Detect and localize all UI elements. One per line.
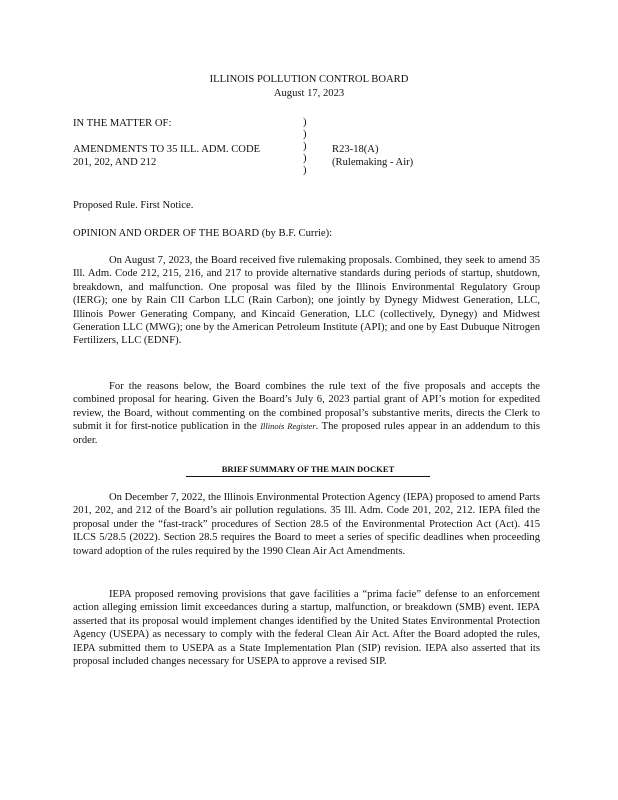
paragraph-iepa: IEPA proposed removing provisions that gave facilities a “prima facie” defense to an enforcement action alleging emission limit exceedances during a startup, malfunction, or breakdown (SMB) event. IEPA asserted that its proposal would implement changes identified by the United States Environmental Protection Agency (USEPA) as necessary to comply with the federal Clean Air Act. After the Board adopted the rules, IEPA submitted them to USEPA as a State Implementation Plan (SIP) revision. IEPA also asserted that its proposal included changes necessary for USEPA to approve a revised SIP. (73, 589, 540, 668)
section-heading: BRIEF SUMMARY OF THE MAIN DOCKET (186, 463, 430, 477)
docket-type: (Rulemaking - Air) (332, 157, 414, 168)
notice-title: Proposed Rule. First Notice. (73, 200, 194, 211)
docket-number: R23-18(A) (332, 144, 379, 155)
caption-paren: ) (303, 117, 307, 128)
caption-parentheses (303, 117, 307, 176)
caption-paren: ) (303, 140, 307, 152)
paragraph-reasons-text: For the reasons below, the Board combines the rule text of the five proposals and accepts the combined proposal for hearing. Given the Board’s July 6, 2023 partial grant of API’s motion for expedited review, the Board, without commenting on the combined proposal’s substantive merits, directs the Clerk to submit it for first-notice publication in the (73, 381, 540, 433)
caption-paren: ) (303, 152, 307, 164)
caption-subject-line2: 201, 202, AND 212 (73, 157, 157, 168)
caption-subject-line1: AMENDMENTS TO 35 ILL. ADM. CODE (73, 144, 261, 155)
paragraph-reasons-tail: . The proposed rules appear in an addendum to this order. (73, 421, 540, 446)
caption-paren: ) (303, 164, 307, 176)
illinois-register-title: Illinois Register (260, 421, 316, 432)
agency-title: ILLINOIS POLLUTION CONTROL BOARD (209, 74, 409, 85)
document-date: August 17, 2023 (273, 88, 345, 99)
paragraph-intro: On August 7, 2023, the Board received five rulemaking proposals. Combined, they seek to amend 35 Ill. Adm. Code 212, 215, 216, and 217 to provide alternative standards during periods of startup, shutdown, breakdown, and malfunction. One proposal was filed by the Illinois Environmental Regulatory Group (IERG); one by Rain CII Carbon LLC (Rain Carbon); one jointly by Dynegy Midwest Generation, LLC, Illinois Power Generating Company, and Kincaid Generation, LLC (collectively, Dynegy) and Midwest Generation LLC (MWG); one by the American Petroleum Institute (API); and one by East Dubuque Nitrogen Fertilizers, LLC (EDNF). (73, 255, 540, 347)
paragraph-summary: On December 7, 2022, the Illinois Environmental Protection Agency (IEPA) proposed to amend Parts 201, 202, and 212 of the Board’s air pollution regulations. 35 Ill. Adm. Code 201, 202, 212. IEPA filed the proposal under the “fast-track” procedures of Section 28.5 of the Environmental Protection Act (Act). 415 ILCS 5/28.5 (2022). Section 28.5 requires the Board to meet a series of specific deadlines when proceeding toward adoption of the rules required by the 1990 Clean Air Act Amendments. (73, 492, 540, 557)
caption-matter: IN THE MATTER OF: (73, 118, 172, 129)
caption-paren: ) (303, 128, 307, 140)
opinion-title: OPINION AND ORDER OF THE BOARD (by B.F. Currie): (73, 228, 333, 239)
paragraph-reasons (73, 380, 540, 447)
